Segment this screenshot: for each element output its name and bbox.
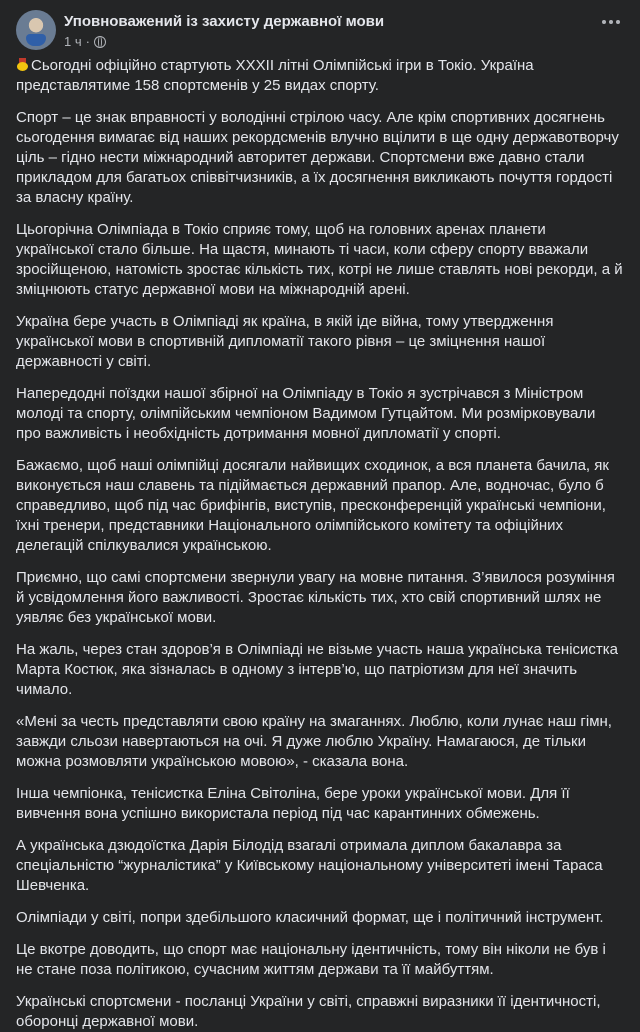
more-options-icon[interactable] [598,16,624,28]
post-paragraph: Інша чемпіонка, тенісистка Еліна Світоліна, бере уроки української мови. Для її вивчення вона успішно використала період під час карантинних обмежень. [16,785,570,822]
post-paragraph: Україна бере участь в Олімпіаді як країна, в якій іде війна, тому утвердження української мови в спортивній дипломатії такого рівня – це зміцнення нашої державності у світі. [16,313,554,370]
post-paragraph: Українські спортсмени - посланці України у світі, справжні виразники її ідентичності, оборонці державної мови. [16,993,601,1030]
post-paragraph: Цьогорічна Олімпіада в Токіо сприяє тому, щоб на головних аренах планети української стало більше. На щастя, минають ті часи, коли сферу спорту вважали зросійщеною, натомість зростає кількість тих, котрі не лише ставлять нові рекорди, а й зміцнюють статус державної мови на міжнародній арені. [16,221,623,298]
post-subline [64,34,384,49]
post-paragraph: Олімпіади у світі, попри здебільшого класичний формат, ще і політичний інструмент. [16,909,604,926]
post-paragraph: А українська дзюдоїстка Дарія Білодід взагалі отримала диплом бакалавра за спеціальністю “журналістика” у Київському національному університеті імені Тараса Шевченка. [16,837,603,894]
post-paragraph: Спорт – це знак вправності у володінні стрілою часу. Але крім спортивних досягнень сьогодення вимагає від наших рекордсменів влучно вцілити в ще одну державотворчу ціль – гідно нести міжнародний авторитет держави. Спортсмени вже давно стали прикладом для багатьох співвітчизників, а їх досягнення викликають почуття гордості за власну країну. [16,109,619,206]
post-intro [16,56,624,96]
post-paragraph: Це вкотре доводить, що спорт має національну ідентичність, тому він ніколи не був і не стане поза політикою, сучасним життям держави та її майбуттям. [16,941,606,978]
author-name[interactable]: Уповноважений із захисту державної мови [64,13,385,30]
globe-icon[interactable] [94,36,106,48]
post-meta [64,10,384,49]
author-avatar[interactable] [16,10,56,50]
intro-text: Сьогодні офіційно стартують XXXII літні Олімпійські ігри в Токіо. Україна представлятиме 158 спортсменів у 25 видах спорту. [16,57,534,94]
post-header [16,10,624,56]
post-paragraph: Бажаємо, щоб наші олімпійці досягали найвищих сходинок, а вся планета бачила, як виконується наш славень та підіймається державний прапор. Але, водночас, було б справедливо, щоб під час брифінгів, виступів, пресконференцій українські чемпіони, їхні тренери, представники Національного олімпійського комітету та офіційних делегацій спілкувалися українською. [16,457,609,554]
post-quote: «Мені за честь представляти свою країну на змаганнях. Люблю, коли лунає наш гімн, завжди сльози навертаються на очі. Я дуже люблю Україну. Намагаюся, де тільки можна розмовляти українською мовою», - сказала вона. [16,713,612,770]
post-paragraph: На жаль, через стан здоров’я в Олімпіаді не візьме участь наша українська тенісистка Марта Костюк, яка зізналась в одному з інтерв’ю, що патріотизм для неї значить чимало. [16,641,619,698]
separator-dot: · [85,34,90,49]
medal-icon [16,58,29,71]
post-paragraph: Приємно, що самі спортсмени звернули увагу на мовне питання. З’явилося розуміння й усвідомлення його важливості. Зростає кількість тих, хто свій спортивний шлях не уявляє без української мови. [16,569,615,626]
post-time[interactable]: 1 ч [64,34,82,49]
post-body [16,56,624,1032]
post-paragraph: Напередодні поїздки нашої збірної на Олімпіаду в Токіо я зустрічався з Міністром молоді та спорту, олімпійським чемпіоном Вадимом Гутцайтом. Ми розмірковували про важливість і необхідність дотримання мовної дипломатії у спорті. [16,385,596,442]
